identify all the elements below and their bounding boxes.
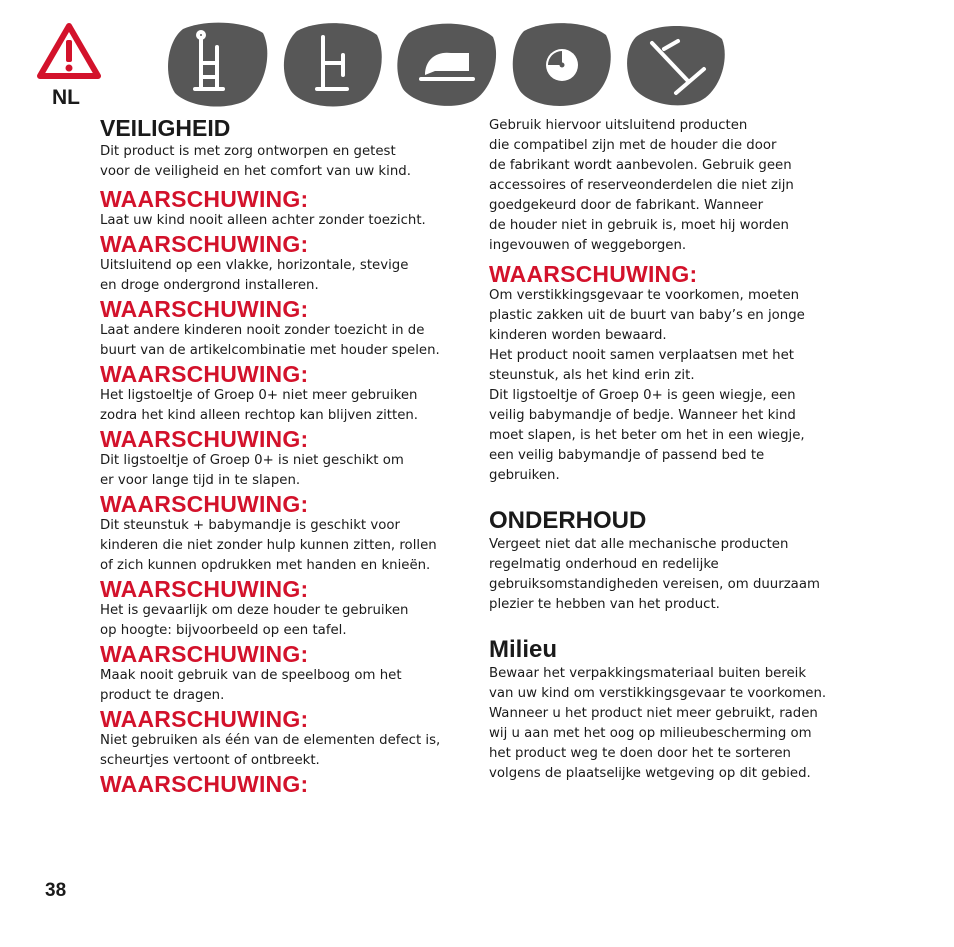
warning-text: Uitsluitend op een vlakke, horizontale, stevige en droge ondergrond installeren. bbox=[100, 258, 409, 293]
warning-label: WAARSCHUWING: bbox=[100, 576, 309, 602]
warning-label: WAARSCHUWING: bbox=[100, 491, 309, 517]
high-chair-icon bbox=[165, 19, 269, 107]
maintenance-text: Vergeet niet dat alle mechanische producten regelmatig onderhoud en redelijke gebruiksomstandigheden vereisen, om duurzaam plezier te hebben van het product. bbox=[489, 537, 820, 612]
warning-block bbox=[100, 427, 465, 491]
warning-block bbox=[100, 232, 465, 296]
right-column bbox=[489, 116, 854, 784]
maintenance-title: ONDERHOUD bbox=[489, 507, 647, 534]
warning-block bbox=[100, 772, 465, 796]
warning-text: Het ligstoeltje of Groep 0+ niet meer gebruiken zodra het kind alleen rechtop kan blijven zitten. bbox=[100, 388, 419, 423]
warning-label: WAARSCHUWING: bbox=[489, 261, 698, 287]
warning-label: WAARSCHUWING: bbox=[100, 186, 309, 212]
warning-label: WAARSCHUWING: bbox=[100, 296, 309, 322]
language-code: NL bbox=[52, 86, 80, 109]
warning-text: Om verstikkingsgevaar te voorkomen, moeten plastic zakken uit de buurt van baby’s en jonge kinderen worden bewaard. Het product nooit samen verplaatsen met het steunstuk, als het kind erin zit. Dit ligstoeltje of Groep 0+ is geen wiegje, een veilig babymandje of bedje. Wanneer het kind moet slapen, is het beter om het in een wiegje, een veilig babymandje of passend bed te gebruiken. bbox=[489, 288, 805, 483]
warning-text: Laat uw kind nooit alleen achter zonder toezicht. bbox=[100, 213, 426, 228]
warning-label: WAARSCHUWING: bbox=[100, 641, 309, 667]
page-number: 38 bbox=[45, 880, 67, 901]
warning-label: WAARSCHUWING: bbox=[100, 426, 309, 452]
warning-block bbox=[100, 297, 465, 361]
warning-text: Maak nooit gebruik van de speelboog om het product te dragen. bbox=[100, 668, 402, 703]
low-chair-icon bbox=[281, 19, 385, 107]
warning-text: Niet gebruiken als één van de elementen defect is, scheurtjes vertoont of ontbreekt. bbox=[100, 733, 441, 768]
clock-timer-icon bbox=[510, 19, 614, 107]
warning-text: Dit ligstoeltje of Groep 0+ is niet geschikt om er voor lange tijd in te slapen. bbox=[100, 453, 404, 488]
safety-title: VEILIGHEID bbox=[100, 115, 231, 141]
warning-label: WAARSCHUWING: bbox=[100, 706, 309, 732]
rocker-bouncer-icon bbox=[395, 19, 499, 107]
warning-text: Het is gevaarlijk om deze houder te gebruiken op hoogte: bijvoorbeeld op een tafel. bbox=[100, 603, 409, 638]
environment-text: Bewaar het verpakkingsmateriaal buiten bereik van uw kind om verstikkingsgevaar te voorkomen. Wanneer u het product niet meer gebruikt, raden wij u aan met het oog op milieubescherming om het product weg te doen door het te sorteren volgens de plaatselijke wetgeving op dit gebied. bbox=[489, 666, 827, 781]
warning-block bbox=[100, 492, 465, 576]
warning-label: WAARSCHUWING: bbox=[100, 231, 309, 257]
folded-frame-icon bbox=[624, 19, 728, 107]
warning-block bbox=[100, 362, 465, 426]
warning-label: WAARSCHUWING: bbox=[100, 361, 309, 387]
warning-text: Dit steunstuk + babymandje is geschikt voor kinderen die niet zonder hulp kunnen zitten, rollen of zich kunnen opdrukken met handen en knieën. bbox=[100, 518, 437, 573]
warning-text: Laat andere kinderen nooit zonder toezicht in de buurt van de artikelcombinatie met houder spelen. bbox=[100, 323, 440, 358]
warning-label: WAARSCHUWING: bbox=[100, 771, 309, 797]
safety-intro: Dit product is met zorg ontworpen en getest voor de veiligheid en het comfort van uw kind. bbox=[100, 144, 411, 179]
environment-title: Milieu bbox=[489, 636, 558, 663]
warning-triangle-icon bbox=[36, 22, 102, 82]
safety-section bbox=[100, 114, 465, 796]
continued-warning-text: Gebruik hiervoor uitsluitend producten die compatibel zijn met de houder die door de fabrikant wordt aanbevolen. Gebruik geen accessoires of reserveonderdelen die niet zijn goedgekeurd door de fabrikant. Wanneer de houder niet in gebruik is, moet hij worden ingevouwen of weggeborgen. bbox=[489, 118, 794, 253]
warning-block bbox=[100, 642, 465, 706]
warning-block bbox=[100, 187, 465, 231]
warning-block bbox=[100, 577, 465, 641]
warning-block bbox=[100, 707, 465, 771]
